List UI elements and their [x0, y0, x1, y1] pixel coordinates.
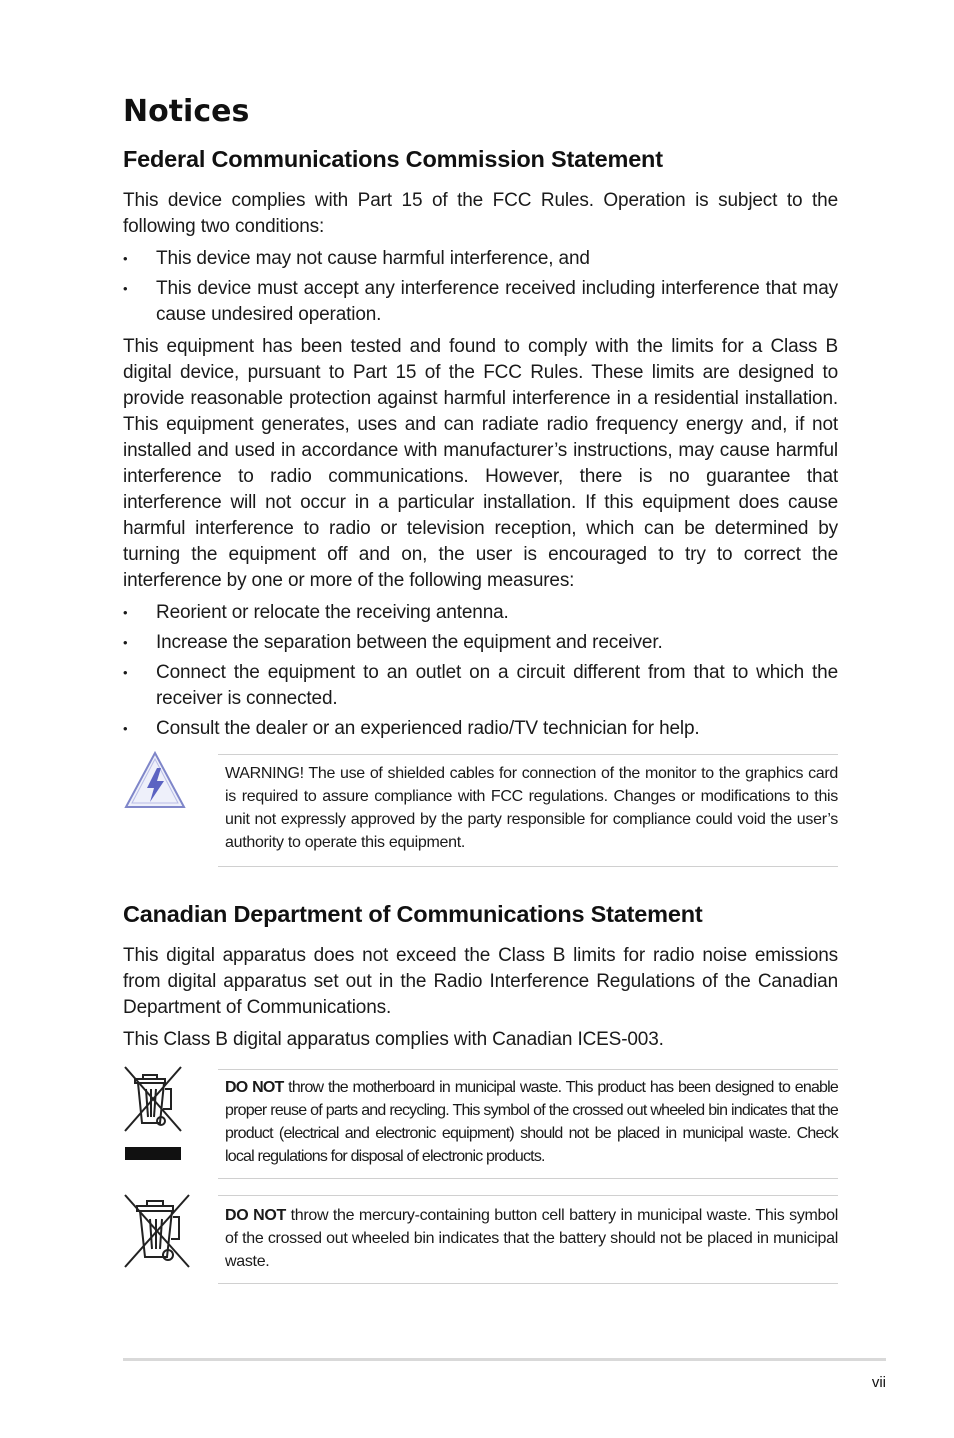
- fcc-conditions-list: [123, 246, 838, 328]
- page-number: vii: [871, 1374, 886, 1391]
- list-item: • Increase the separation between the equipment and receiver.: [123, 630, 838, 656]
- bullet: •: [123, 251, 128, 266]
- fcc-measures-list: [123, 600, 838, 742]
- list-item: • Consult the dealer or an experienced radio/TV technician for help.: [123, 716, 838, 742]
- bullet: •: [123, 281, 128, 296]
- crossed-out-wheeled-bin-icon: [123, 1065, 183, 1161]
- recycle-note-text-2: DO NOT throw the mercury-containing button cell battery in municipal waste. This symbol of the crossed out wheeled bin indicates that the battery should not be placed in municipal waste.: [218, 1195, 838, 1284]
- recycle-note-motherboard: [123, 1069, 838, 1179]
- footer-rule: [123, 1358, 886, 1361]
- list-item: • Reorient or relocate the receiving antenna.: [123, 600, 838, 626]
- bullet: •: [123, 665, 128, 680]
- bullet: •: [123, 721, 128, 736]
- list-item: • This device must accept any interference received including interference that may cause undesired operation.: [123, 278, 838, 325]
- warning-text: WARNING! The use of shielded cables for connection of the monitor to the graphics card is required to assure compliance with FCC regulations. Changes or modifications to this unit not expressly approved by the party responsible for compliance could void the user’s authority to operate this equipment.: [218, 754, 838, 867]
- fcc-paragraph: This equipment has been tested and found to comply with the limits for a Class B digital device, pursuant to Part 15 of the FCC Rules. These limits are designed to provide reasonable protection against harmful interference in a residential installation. This equipment generates, uses and can radiate radio frequency energy and, if not installed and used in accordance with manufacturer’s instructions, may cause harmful interference to radio communications. However, there is no guarantee that interference will not occur in a particular installation. If this equipment does cause harmful interference to radio or television reception, which can be determined by turning the equipment off and on, the user is encouraged to try to correct the interference by one or more of the following measures:: [123, 336, 838, 591]
- canada-paragraph-2: This Class B digital apparatus complies with Canadian ICES-003.: [123, 1029, 664, 1050]
- bullet: •: [123, 605, 128, 620]
- canada-paragraph-1: This digital apparatus does not exceed the Class B limits for radio noise emissions from digital apparatus set out in the Radio Interference Regulations of the Canadian Department of Communications.: [123, 945, 838, 1018]
- warning-triangle-icon: [123, 750, 187, 812]
- canada-heading: Canadian Department of Communications Statement: [123, 901, 703, 927]
- fcc-heading: Federal Communications Commission Statement: [123, 146, 663, 172]
- list-item: • This device may not cause harmful interference, and: [123, 246, 838, 272]
- fcc-intro: This device complies with Part 15 of the FCC Rules. Operation is subject to the following two conditions:: [123, 190, 838, 237]
- list-item: • Connect the equipment to an outlet on a circuit different from that to which the receiver is connected.: [123, 662, 838, 709]
- page-title: Notices: [123, 94, 250, 129]
- bullet: •: [123, 635, 128, 650]
- crossed-out-wheeled-bin-battery-icon: [123, 1193, 193, 1269]
- notices-page: [123, 92, 838, 1284]
- recycle-note-text-1: DO NOT throw the motherboard in municipal waste. This product has been designed to enable proper reuse of parts and recycling. This symbol of the crossed out wheeled bin indicates that the product (electrical and electronic equipment) should not be placed in municipal waste. Check local regulations for disposal of electronic products.: [218, 1069, 838, 1179]
- recycle-note-battery: [123, 1195, 838, 1284]
- warning-note: [123, 754, 838, 867]
